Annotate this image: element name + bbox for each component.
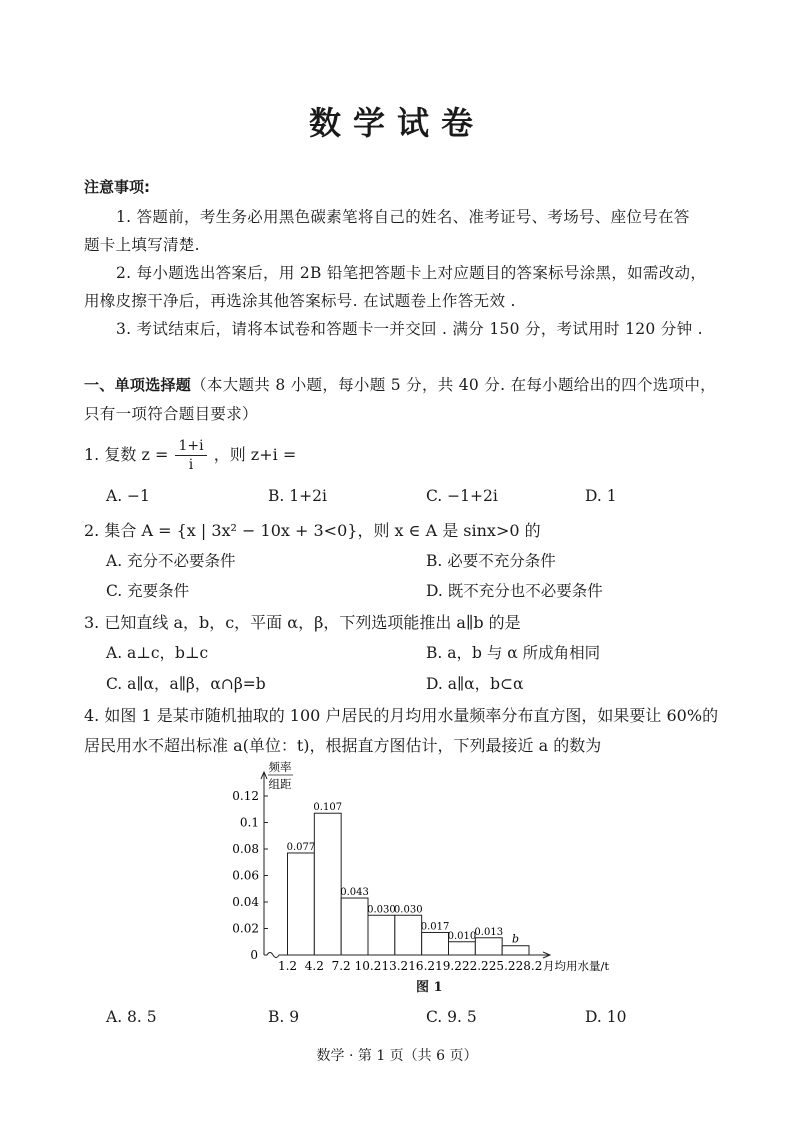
histogram-bar (368, 915, 395, 955)
x-tick-label: 7.2 (331, 959, 351, 973)
bar-value-label: 0.030 (367, 904, 396, 916)
figure-caption: 图 1 (416, 980, 443, 995)
q4-option-b: B. 9 (268, 1008, 300, 1026)
bar-value-label: 0.043 (340, 887, 369, 899)
q1-fraction-denominator: i (188, 457, 194, 473)
bar-value-label: 0.030 (393, 904, 423, 916)
histogram-bar (502, 946, 529, 955)
bar-value-label: 0.077 (286, 841, 316, 853)
histogram-bar (341, 898, 368, 955)
note-3: 3. 考试结束后，请将本试卷和答题卡一并交回 . 满分 150 分，考试用时 120 分钟 . (116, 320, 703, 338)
page-title: 数学试卷 (308, 104, 485, 142)
bar-value-label: 0.017 (420, 921, 450, 933)
x-tick-label: 4.2 (304, 959, 324, 973)
q1-option-a: A. −1 (106, 487, 150, 505)
question-4-stem-line-1: 4. 如图 1 是某市随机抽取的 100 户居民的月均用水量频率分布直方图，如果要让 60%的 (84, 706, 719, 725)
q1-option-d: D. 1 (585, 487, 617, 505)
bar-value-label: 0.010 (447, 930, 477, 942)
bar-value-label: 0.107 (313, 802, 343, 814)
histogram-bar (395, 915, 422, 955)
histogram-bar (475, 938, 502, 955)
x-tick-label: 25.2 (488, 959, 516, 973)
y-tick-label: 0 (250, 948, 258, 962)
y-tick-label: 0.04 (232, 895, 259, 909)
note-1-line-1: 1. 答题前，考生务必用黑色碳素笔将自己的姓名、准考证号、考场号、座位号在答 (116, 208, 690, 226)
question-4-stem-line-2: 居民用水不超出标准 a(单位：t)，根据直方图估计，下列最接近 a 的数为 (84, 736, 602, 755)
histogram-bar (314, 813, 341, 955)
q4-option-c: C. 9. 5 (426, 1008, 477, 1026)
y-axis-title-top: 频率 (268, 760, 292, 774)
q1-suffix: ，则 z+i = (213, 445, 297, 464)
bar-value-label: b (512, 932, 520, 946)
q1-fraction-numerator: 1+i (175, 437, 206, 456)
note-2-line-2: 用橡皮擦干净后，再选涂其他答案标号. 在试题卷上作答无效 . (84, 292, 516, 310)
q1-prefix: 1. 复数 z = (84, 445, 169, 464)
section-1-desc-a: （本大题共 8 小题，每小题 5 分，共 40 分. 在每小题给出的四个选项中， (191, 376, 716, 394)
note-1-line-2: 题卡上填写清楚. (84, 236, 200, 254)
bar-value-label: 0.013 (474, 926, 504, 938)
y-tick-label: 0.06 (232, 868, 259, 883)
q4-option-d: D. 10 (585, 1008, 627, 1026)
q2-option-b: B. 必要不充分条件 (426, 552, 556, 570)
question-2-stem: 2. 集合 A = {x | 3x² − 10x + 3<0}，则 x ∈ A 是 sinx>0 的 (84, 521, 541, 540)
q3-option-b: B. a，b 与 α 所成角相同 (426, 644, 601, 662)
x-tick-label: 10.2 (354, 959, 382, 973)
q2-option-c: C. 充要条件 (106, 582, 190, 600)
q4-option-a: A. 8. 5 (106, 1008, 157, 1026)
notes-heading: 注意事项: (84, 178, 150, 196)
y-tick-label: 0.02 (232, 921, 259, 936)
x-tick-label: 16.2 (408, 959, 436, 973)
histogram-bar (422, 932, 449, 955)
x-axis-title: 月均用水量/t (543, 959, 609, 973)
y-axis-title-bottom: 组距 (268, 777, 292, 791)
x-tick-label: 28.2 (515, 959, 543, 973)
q3-option-c: C. a∥α，a∥β，α∩β=b (106, 675, 266, 693)
q3-option-a: A. a⊥c，b⊥c (106, 644, 209, 662)
y-tick-label: 0.08 (232, 842, 259, 856)
question-3-stem: 3. 已知直线 a，b，c，平面 α，β，下列选项能推出 a∥b 的是 (84, 613, 521, 632)
x-tick-label: 13.2 (381, 959, 409, 973)
x-tick-label: 19.2 (435, 959, 462, 973)
histogram-bar (449, 942, 476, 955)
q3-option-d: D. a∥α，b⊂α (426, 675, 524, 693)
y-tick-label: 0.12 (232, 789, 259, 803)
y-tick-label: 0.1 (239, 815, 259, 830)
x-tick-label: 22.2 (461, 959, 489, 973)
x-tick-label: 1.2 (277, 959, 298, 973)
section-1-desc-b: 只有一项符合题目要求） (84, 405, 258, 423)
q1-option-b: B. 1+2i (268, 487, 327, 505)
q1-option-c: C. −1+2i (426, 487, 498, 505)
page-footer: 数学 · 第 1 页（共 6 页） (316, 1048, 478, 1064)
q2-option-d: D. 既不充分也不必要条件 (426, 582, 603, 600)
histogram-bar (288, 853, 315, 955)
section-1-heading: 一、单项选择题 (84, 376, 192, 394)
note-2-line-1: 2. 每小题选出答案后，用 2B 铅笔把答题卡上对应题目的答案标号涂黑，如需改动， (116, 264, 707, 282)
q2-option-a: A. 充分不必要条件 (106, 552, 236, 570)
